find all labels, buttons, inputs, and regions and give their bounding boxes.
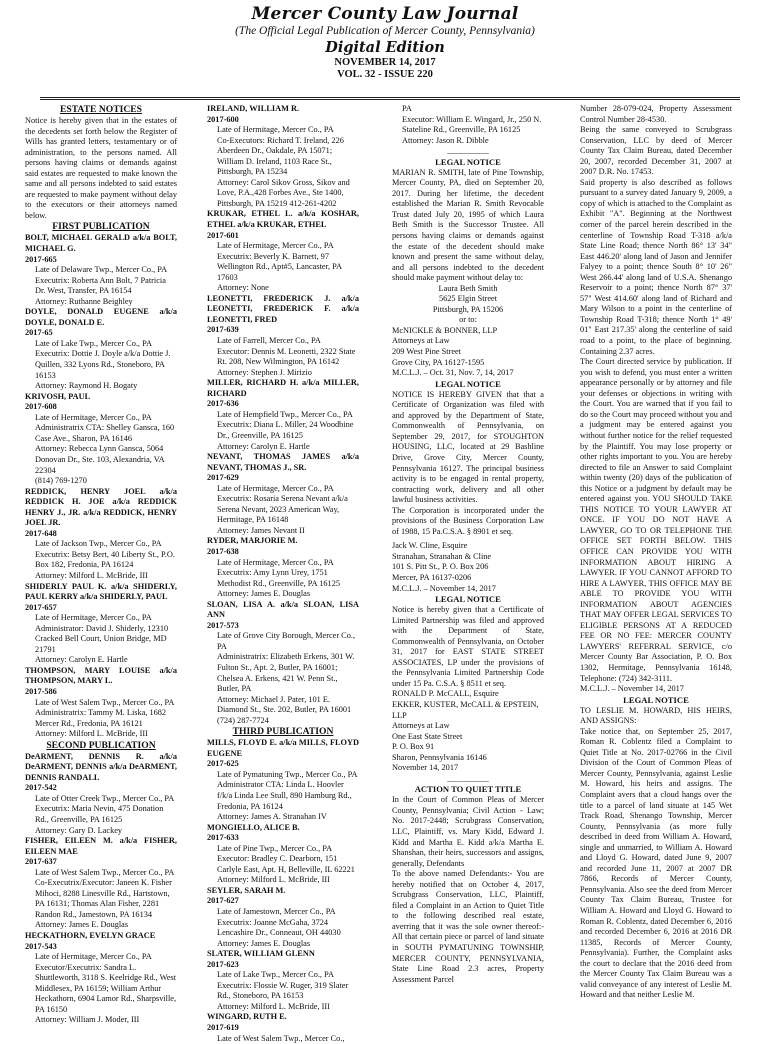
notice-line: Executrix: Rosaria Serena Nevant a/k/a Serena Nevant, 2023 American Way, Hermitage, PA 16148 (217, 494, 348, 525)
case-number: 2017-608 (25, 402, 57, 412)
notice-line: Attorneys at Law (392, 336, 450, 346)
decedent-name: DeARMENT, DENNIS R. a/k/a DeARMENT, DENNIS a/k/a DeARMENT, DENNIS RANDALL (25, 751, 177, 782)
notice-paragraph: TO LESLIE M. HOWARD, HIS HEIRS, AND ASSIGNS: (580, 705, 732, 726)
notice-line: Co-Executrix/Executor: Janeen K. Fisher Mihoci, 8288 Linesville Rd., Hartstown, PA 16131; Thomas Alan Fisher, 2281 Randon Rd., Jamestown, PA 16134 (35, 878, 172, 919)
notice-line: Late of Delaware Twp., Mercer Co., PA (35, 265, 168, 275)
centered-line: or to: (459, 315, 477, 325)
notice-line: Late of Hermitage, Mercer Co., PA (217, 125, 334, 135)
notice-line: Sharon, Pennsylvania 16146 (392, 752, 487, 762)
decedent-name: MILLER, RICHARD H. a/k/a MILLER, RICHARD (207, 378, 359, 398)
notice-line: Attorney: Milford L. McBride, III (35, 729, 148, 739)
notice-line: Late of Pine Twp., Mercer Co., PA (217, 843, 333, 853)
notice-line: Executor: Dennis M. Leonetti, 2322 State Rt. 208, New Wilmington, PA 16142 (217, 346, 356, 367)
decedent-name: MILLS, FLOYD E. a/k/a MILLS, FLOYD EUGENE (207, 738, 359, 758)
case-number: 2017-586 (25, 686, 57, 696)
notice-line: M.C.L.J. – November 14, 2017 (392, 583, 496, 593)
section-heading: ESTATE NOTICES (59, 104, 143, 115)
notice-line: Attorney: James Nevant II (217, 525, 305, 535)
case-number: 2017-573 (207, 620, 239, 630)
notice-line: Attorney: Carolyn E. Hartle (217, 441, 310, 451)
notice-line: P. O. Box 91 (392, 742, 435, 752)
notice-paragraph: NOTICE IS HEREBY GIVEN that that a Certificate of Organization was filed with and approved by the Department of State, Commonwealth of Pennsylvania, on September 29, 2017, for STOUGHTON HOUSING, LLC, located at 29 Bashline Drive, Grove City, Mercer County, Pennsylvania 16127. The principal business activity is to be engaged in rental property, contracting work, delivery and all other lawful business activities. (392, 389, 544, 505)
notice-line: Executrix: Dottie J. Doyle a/k/a Dottie J. Quillen, 332 Lyons Rd., Stoneboro, PA 16153 (35, 349, 171, 380)
notice-line: Late of Pymatuning Twp., Mercer Co., PA (217, 769, 358, 779)
decedent-name: REDDICK, HENRY JOEL a/k/a REDDICK H. JOE a/k/a REDDICK HENRY J., JR. a/k/a REDDICK, HENRY JOEL JR. (25, 486, 177, 528)
notice-line: Attorneys at Law (392, 721, 450, 731)
column-1 (25, 104, 177, 1026)
notice-line: Executrix: Diana L. Miller, 24 Woodbine Dr., Greenville, PA 16125 (217, 420, 354, 440)
notice-line: Attorney: William J. Moder, III (35, 1015, 140, 1025)
decedent-name: DOYLE, DONALD EUGENE a/k/a DOYLE, DONALD E. (25, 307, 177, 327)
decedent-name: BOLT, MICHAEL GERALD a/k/a BOLT, MICHAEL G. (25, 233, 177, 254)
notice-line: Grove City, PA 16127-1595 (392, 357, 485, 367)
notice-line: PA (402, 104, 412, 113)
notice-line: Executrix: Betsy Bert, 40 Liberty St., P.O. Box 182, Fredonia, PA 16124 (35, 549, 175, 570)
notice-line: Late of Grove City Borough, Mercer Co., PA (217, 631, 356, 651)
notice-line: Late of West Salem Twp., Mercer Co., PA (35, 697, 175, 707)
notice-line: Administratrix CTA: Shelley Gansca, 160 Case Ave., Sharon, PA 16146 (35, 423, 175, 443)
notice-heading: LEGAL NOTICE (435, 594, 501, 605)
notice-line: Late of Hermitage, Mercer Co., PA (35, 412, 152, 422)
notice-paragraph: The Court directed service by publication. If you wish to defend, you must enter a written appearance personally or by attorney and file your defenses or objections in writing with the Court. You are warned that if you fail to do so the Court may proceed without you and a judgment may be entered against you without further notice for the relief requested by the Plaintiff. You may lose property or other rights important to you. You are hereby directed to file an Answer to said Complaint within twenty (20) days of the publication of this Notice or a judgment by default may be entered against you. YOU SHOULD TAKE THIS NOTICE TO YOUR LAWYER AT ONCE. IF YOU DO NOT HAVE A LAWYER, GO TO OR TELEPHONE THE OFFICE SET FORTH BELOW. THIS OFFICE CAN PROVIDE YOU WITH INFORMATION ABOUT HIRING A LAWYER. IF YOU CANNOT AFFORD TO HIRE A LAWYER, THIS OFFICE MAY BE ABLE TO PROVIDE YOU WITH INFORMATION ABOUT AGENCIES THAT MAY OFFER LEGAL SERVICES TO ELIGIBLE PERSONS AT A REDUCED FEE OR NO FEE: MERCER COUNTY LAWYERS' REFERRAL SERVICE, c/o Mercer County Bar Association, P. O. Box 1302, Hermitage, Pennsylvania 16148, Telephone: (724) 342-3111. (580, 357, 732, 683)
notice-paragraph: Being the same conveyed to Scrubgrass Conservation, LLC by deed of Mercer County Tax Claim Bureau, dated December 20, 2007, recorded December 31, 2007 at 2007 D.R. No. 17453. (580, 125, 732, 177)
notice-line: One East State Street (392, 731, 463, 741)
decedent-name: LEONETTI, FREDERICK J. a/k/a LEONETTI, FREDERICK F. a/k/a LEONETTI, FRED (207, 293, 359, 324)
notice-line: Executrix: Joanne McGaha, 3724 Lencashire Dr., Conneaut, OH 44030 (217, 917, 341, 938)
notice-line: 209 West Pine Street (392, 347, 462, 357)
notice-line: McNICKLE & BONNER, LLP (392, 325, 498, 335)
notice-line: Late of Lake Twp., Mercer Co., PA (217, 970, 334, 980)
notice-line: M.C.L.J. – Oct. 31, Nov. 7, 14, 2017 (392, 368, 514, 378)
notice-line: Attorney: Stephen J. Mirizio (217, 367, 312, 377)
case-number: 2017-601 (207, 230, 239, 240)
notice-paragraph: Take notice that, on September 25, 2017, Roman R. Coblentz filed a Complaint to Quiet Title at No. 2017-02766 in the Civil Division of the Court of Common Pleas of Mercer County, Pennsylvania, against Leslie M. Howard, his heirs and assigns. The Complaint avers that a cloud hangs over the title to a parcel of land situate at 145 Wet Track Road, Shenango Township, Mercer County, Pennsylvania (as more fully described in deed from William A. Howard, single and unmarried, to William A. Howard and Lloyd G. Howard, dated June 9, 2007 and recorded June 11, 2007 at 2007 DR 7866, Records of Mercer County, Pennsylvania. Also see the deed from Mercer County Tax Claim Bureau, Trustee for William A. Howard and Lloyd G. Howard to Roman R. Coblentz, dated December 6, 2016 and recorded December 6, 2016 at 2016 DR 11385, Records of Mercer County, Pennsylvania). Further, the Complaint asks the court to declare that the 2016 deed from the Mercer County Tax Claim Bureau was a valid conveyance of any interest of Leslie M. Howard and that neither Leslie M. (580, 726, 732, 1000)
notice-line: Attorney: Raymond H. Bogaty (35, 381, 138, 391)
notice-paragraph: Notice is hereby given that a Certificate of Limited Partnership was filed and approved with the Department of State, Commonwealth of Pennsylvania, on October 31, 2017 for EAST STATE STREET ASSOCIATES, LP under the provisions of the Pennsylvania Limited Partnership Code under 15 Pa. C.S.A. § 8511 et seq. (392, 605, 544, 688)
case-number: 2017-639 (207, 325, 239, 335)
notice-line: Executrix: Maria Nevin, 475 Donation Rd., Greenville, PA 16125 (35, 804, 164, 824)
notice-line: Attorney: James A. Stranahan IV (217, 812, 327, 822)
notice-line: Late of Hermitage, Mercer Co., PA (35, 952, 152, 962)
notice-line: Late of Hempfield Twp., Mercer Co., PA (217, 409, 353, 419)
decedent-name: RYDER, MARJORIE M. (207, 536, 298, 546)
issue-date: NOVEMBER 14, 2017 (334, 57, 436, 68)
notice-line: Executor: William E. Wingard, Jr., 250 N. Stateline Rd., Greenville, PA 16125 (402, 114, 542, 135)
notice-line: (814) 769-1270 (35, 476, 87, 486)
case-number: 2017-629 (207, 473, 239, 483)
edition-label: Digital Edition (325, 39, 445, 56)
case-number: 2017-627 (207, 896, 239, 906)
case-number: 2017-542 (25, 783, 57, 793)
notice-line: Attorney: James E. Douglas (35, 920, 129, 930)
case-number: 2017-625 (207, 759, 239, 769)
case-number: 2017-543 (25, 941, 57, 951)
case-number: 2017-637 (25, 857, 57, 867)
case-number: 2017-638 (207, 546, 239, 556)
notice-line: Attorney: James E. Douglas (217, 938, 311, 948)
column-3 (392, 104, 544, 985)
issue-volume: VOL. 32 - ISSUE 220 (337, 69, 433, 80)
notice-line: Attorney: Carolyn E. Hartle (35, 655, 128, 665)
case-number: 2017-623 (207, 959, 239, 969)
notice-line: Executrix: Roberta Ann Bolt, 7 Patricia Dr. West, Transfer, PA 16154 (35, 275, 166, 296)
notice-line: Administrator CTA: Linda L. Hoovler f/k/a Linda Lee Stull, 890 Hamburg Rd., Fredonia, PA 16124 (217, 780, 352, 811)
journal-title: Mercer County Law Journal (251, 4, 519, 24)
notice-heading: LEGAL NOTICE (435, 156, 501, 167)
notice-line: EKKER, KUSTER, McCALL & EPSTEIN, LLP (392, 699, 539, 720)
notice-line: Attorney: Milford L. McBride, III (217, 1001, 330, 1011)
decedent-name: SHIDERLY PAUL K. a/k/a SHIDERLY, PAUL KERRY a/k/a SHIDERLY, PAUL (25, 581, 177, 602)
notice-line: Late of Hermitage, Mercer Co., PA (35, 613, 152, 623)
notice-line: Co-Executors: Richard T. Ireland, 226 Aberdeen Dr., Oakdale, PA 15071; William D. Ireland, 1103 Race St., Pittsburgh, PA 15234 (217, 135, 344, 177)
centered-line: Laura Beth Smith (438, 283, 498, 293)
notice-line: Executrix: Amy Lynn Urey, 1751 Methodist Rd., Greenville, PA 16125 (217, 568, 340, 588)
notice-line: Late of West Salem Twp., Mercer Co., (217, 1033, 345, 1043)
notice-heading: LEGAL NOTICE (623, 694, 689, 705)
notice-line: Executrix: Flossie W. Ruger, 319 Slater Rd., Stoneboro, PA 16153 (217, 980, 349, 1001)
notice-line: Late of Hermitage, Mercer Co., PA (217, 557, 334, 567)
journal-subtitle: (The Official Legal Publication of Mercer County, Pennsylvania) (235, 25, 535, 37)
notice-line: Jack W. Cline, Esquire (392, 541, 468, 551)
notice-line: Late of Lake Twp., Mercer Co., PA (35, 338, 152, 348)
notice-heading: ACTION TO QUIET TITLE (414, 784, 522, 795)
notice-line: 101 S. Pitt St., P. O. Box 206 (392, 562, 489, 572)
case-number: 2017-648 (25, 528, 57, 538)
decedent-name: SLATER, WILLIAM GLENN (207, 949, 315, 959)
notice-line: Attorney: Gary D. Lackey (35, 825, 123, 835)
notice-paragraph: Said property is also described as follows pursuant to a survey dated January 9, 2009, a copy of which is attached to the Complaint as Exhibit "A". Beginning at the Northwest corner of the parcel herein described in the centerline of Township Road T-318 a/k/a State Line Road; thence North 86° 13' 34" East 446.20' along land of Jason and Jennifer Falyey to a point; thence South 8° 10' 26" West 266.44' along land of U.S.A. Shenango Reservoir to a point; thence North 87° 37' 57" West 414.60' along land of Richard and Mary Wilson to a point in the centerline of Township Road T-318; thence North 1° 49' 01" East 217.35' along the centerline of said road to a point, to the place of beginning. Containing 2.37 acres. (580, 177, 732, 356)
centered-line: __________ (447, 146, 489, 156)
notice-paragraph: In the Court of Common Pleas of Mercer County, Pennsylvania; Civil Action - Law; No. 2017-2448; Scrubgrass Conservation, LLC, Plaintiff, vs. Mary Kidd, Edward J. Kidd and Martha E. Kidd a/k/a Martha E. Shanshan, their heirs, successors and assigns, generally, Defendants (392, 795, 544, 868)
masthead-rule-bottom (40, 99, 740, 100)
notice-line: Late of Otter Creek Twp., Mercer Co., PA (35, 793, 175, 803)
notice-line: Attorney: Carol Sikov Gross, Sikov and Love, P.A.,428 Forbes Ave., Ste 1400, Pittsburgh, PA 15219 412-261-4202 (217, 177, 350, 208)
case-number: 2017-633 (207, 833, 239, 843)
notice-line: Attorney: Ruthanne Beighley (35, 296, 133, 306)
decedent-name: KRUKAR, ETHEL L. a/k/a KOSHAR, ETHEL a/k/a KRUKAR, ETHEL (207, 209, 359, 230)
decedent-name: WINGARD, RUTH E. (207, 1012, 287, 1022)
decedent-name: MONGIELLO, ALICE B. (207, 822, 300, 832)
case-number: 2017-657 (25, 602, 57, 612)
notice-line: Executrix: Beverly K. Barnett, 97 Wellington Rd., Apt#5, Lancaster, PA 17603 (217, 251, 342, 282)
case-number: 2017-600 (207, 114, 239, 124)
decedent-name: SEYLER, SARAH M. (207, 885, 286, 895)
notice-line: Attorney: Milford L. McBride, III (217, 875, 330, 885)
notice-line: Stranahan, Stranahan & Cline (392, 551, 492, 561)
notice-line: Late of West Salem Twp., Mercer Co., PA (35, 867, 175, 877)
centered-line: Pittsburgh, PA 15206 (432, 304, 504, 314)
column-2 (207, 104, 359, 1044)
notice-line: Late of Hermitage, Mercer Co., PA (217, 241, 334, 251)
case-number: 2017-619 (207, 1023, 239, 1033)
notice-line: Executor/Executrix: Sandra L. Shuttleworth, 3118 S. Keelridge Rd., West Middlesex, PA 16159; William Arthur Heckathorn, 6904 Lamor Rd., Sharpsville, PA 16150 (35, 962, 177, 1014)
decedent-name: FISHER, EILEEN M. a/k/a FISHER, EILEEN MAE (25, 836, 177, 856)
case-number: 2017-65 (25, 328, 53, 338)
masthead-rule-top (40, 97, 740, 98)
decedent-name: IRELAND, WILLIAM R. (207, 104, 300, 113)
notice-paragraph: Number 28-079-024, Property Assessment Control Number 28-4530. (580, 104, 732, 124)
notice-line: Administratrix: Elizabeth Erkens, 301 W. Fulton St., Apt. 2, Butler, PA 16001; Chelsea A. Erkens, 421 W. Penn St., Butler, PA (217, 652, 355, 694)
masthead (0, 0, 770, 81)
notice-line: Attorney: Milford L. McBride, III (35, 570, 148, 580)
notice-line: Attorney: None (217, 283, 269, 293)
decedent-name: KRIVOSH, PAUL (25, 391, 91, 401)
notice-line: M.C.L.J. – November 14, 2017 (580, 684, 684, 694)
notice-line: Late of Hermitage, Mercer Co., PA (217, 483, 334, 493)
decedent-name: HECKATHORN, EVELYN GRACE (25, 931, 156, 941)
column-4 (580, 104, 732, 1001)
notice-line: RONALD P. McCALL, Esquire (392, 689, 499, 699)
notice-paragraph: MARIAN R. SMITH, late of Pine Township, Mercer County, PA, died on September 20, 2017. During her lifetime, the decedent established the Marian R. Smith Revocable Trust dated July 20, 1995 of which Laura Beth Smith is the Successor Trustee. All persons having claims or demands against the estate of the decedent should make known and present the same without delay, and all persons indebted to the decedent should make payment without delay to: (392, 167, 544, 283)
notice-paragraph: To the above named Defendants:- You are hereby notified that on October 4, 2017, Scrubgrass Conservation, LLC, Plaintiff, filed a Complaint in an Action to Quiet Title to the following described real estate, averring that it was the sole owner thereof:- All that certain piece or parcel of land situate in SOUTH PYMATUNING TOWNSHIP, MERCER COUNTY, PENNSYLVANIA, State Line Road 2.3 acres, Property Assessment Parcel (392, 869, 544, 984)
notice-paragraph: The Corporation is incorporated under the provisions of the Business Corporation Law of 1988, 15 Pa.C.S.A. § 8901 et seq. (392, 505, 544, 536)
notice-line: Mercer, PA 16137-0206 (392, 572, 472, 582)
notice-line: Attorney: Rebecca Lynn Gansca, 5064 Donovan Dr., Ste. 103, Alexandria, VA 22304 (35, 444, 165, 475)
notice-line: Late of Jackson Twp., Mercer Co., PA (35, 539, 162, 549)
notice-line: Attorney: Jason R. Dibble (402, 135, 489, 145)
notice-line: Attorney: Michael J. Pater, 101 E. Diamond St., Ste. 202, Butler, PA 16001 (724) 287-7724 (217, 694, 352, 725)
notice-heading: LEGAL NOTICE (435, 378, 501, 389)
notice-line: Executor: Bradley C. Dearborn, 151 Carlyle East, Apt. H, Belleville, IL 62221 (217, 854, 355, 874)
notice-line: Attorney: James E. Douglas (217, 589, 311, 599)
notice-line: Late of Farrell, Mercer Co., PA (217, 336, 321, 346)
section-heading: FIRST PUBLICATION (52, 221, 150, 233)
centered-line: 5625 Elgin Street (438, 294, 498, 304)
section-heading: THIRD PUBLICATION (232, 726, 334, 738)
decedent-name: SLOAN, LISA A. a/k/a SLOAN, LISA ANN (207, 599, 359, 620)
decedent-name: THOMPSON, MARY LOUISE a/k/a THOMPSON, MARY L. (25, 665, 177, 686)
notice-paragraph: Notice is hereby given that in the estates of the decedents set forth below the Register of Wills has granted letters, testamentary or of administration, to the persons named. All persons having claims or demands against said estates are requested to make known the same and all persons indebted to said estates are requested to make payment without delay to the executors or their attorneys named below. (25, 116, 177, 220)
case-number: 2017-665 (25, 254, 57, 264)
centered-line: __________ (447, 773, 489, 783)
section-heading: SECOND PUBLICATION (46, 739, 156, 751)
notice-line: Administrator: David J. Shiderly, 12310 Cracked Bell Court, Union Bridge, MD 21791 (35, 623, 169, 654)
notice-line: Administratrix: Tammy M. Liska, 1682 Mercer Rd., Fredonia, PA 16121 (35, 708, 167, 728)
notice-line: Late of Jamestown, Mercer Co., PA (217, 907, 336, 917)
case-number: 2017-636 (207, 399, 239, 409)
decedent-name: NEVANT, THOMAS JAMES a/k/a NEVANT, THOMAS J., SR. (207, 452, 359, 472)
notice-line: November 14, 2017 (392, 763, 459, 773)
